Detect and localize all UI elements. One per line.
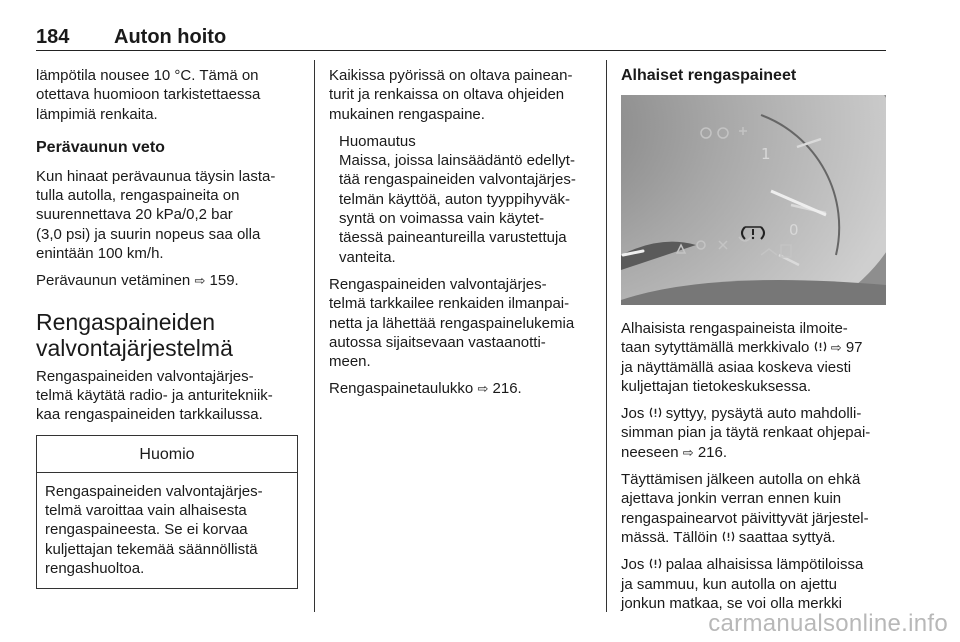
page-header [36,20,886,51]
page-reference-arrow-icon: ⇨ [194,273,206,289]
caution-title: Huomio [37,436,297,473]
intro-paragraph: lämpötila nousee 10 °C. Tämä on otettava huomioon tarkistettaessa lämpimiä renkaita. [36,67,261,123]
instrument-cluster-photo [621,95,886,305]
tpms-warning-icon [649,406,662,419]
heading-tpms: Rengaspaineiden valvontajärjestelmä [36,308,233,361]
tpms-warning-icon [814,340,827,353]
note-title: Huomautus [339,132,416,150]
after-inflating-paragraph: Täyttämisen jälkeen autolla on ehkä ajettava jonkin verran ennen kuin rengaspainearvot päivittyvät järjestel- mässä. Tällöin saattaa syttyä. [621,471,869,546]
tpms-warning-icon [649,557,662,570]
low-temperature-paragraph: Jos palaa alhaisissa lämpötiloissa ja sammuu, kun autolla on ajettu jonkun matkaa, se voi olla merkki [621,556,864,612]
caution-box [36,435,298,590]
column-middle [329,66,595,407]
stop-and-inflate-paragraph: Jos syttyy, pysäytä auto mahdolli- simman pian ja täytä renkaat ohjepai- neeseen ⇨ 216. [621,405,871,461]
sensor-paragraph: Kaikissa pyörissä on oltava painean- turit ja renkaissa on oltava ohjeiden mukainen rengaspaine. [329,67,573,123]
tpms-warning-icon [722,530,735,543]
warning-light-paragraph: Alhaisista rengaspaineista ilmoite- taan sytyttämällä merkkivalo ⇨ 97 ja näyttämällä asiaa koskeva viesti kuljettajan tietokeskuksessa. [621,320,863,395]
table-cross-reference[interactable]: Rengaspainetaulukko ⇨ 216. [329,380,522,398]
monitoring-paragraph: Rengaspaineiden valvontajärjes- telmä tarkkailee renkaiden ilmanpai- netta ja lähettää rengaspainelukemia autossa sijaitsevaan vastaanotti- meen. [329,275,575,371]
page-reference-arrow-icon: ⇨ [682,444,694,460]
caution-text: Rengaspaineiden valvontajärjes- telmä varoittaa vain alhaisesta rengaspaineesta. Se ei korvaa kuljettajan tekemää säännöllistä rengashuoltoa. [45,482,263,578]
heading-low-pressure: Alhaiset rengaspaineet [621,67,797,84]
trailer-paragraph: Kun hinaat perävaunua täysin lasta- tulla autolla, rengaspaineita on suurennettava 20 kPa/0,2 bar (3,0 psi) ja suurin nopeus saa olla enintään 100 km/h. [36,167,276,263]
page-number: 184 [36,26,70,48]
tpms-paragraph: Rengaspaineiden valvontajärjes- telmä käytätä radio- ja anturitekniik- kaa rengaspaineiden tarkkailussa. [36,367,273,424]
dial-number-one: 1 [761,145,771,163]
note-block: Huomautus Maissa, joissa lainsäädäntö edellyt- tää rengaspaineiden valvontajärjes- telmän käyttöä, auton tyyppihyväk- syntä on voimassa vain käytet- täessä paineantureilla varustettuja vanteita. [339,132,595,267]
heading-trailer: Perävaunun veto [36,138,165,156]
column-left [36,66,298,589]
column-right [621,66,889,621]
instrument-cluster-illustration [621,95,886,305]
page-reference-arrow-icon: ⇨ [830,340,842,356]
page-reference-arrow-icon: ⇨ [477,381,489,397]
column-divider [606,60,607,612]
dial-number-zero: 0 [789,221,799,239]
column-divider [314,60,315,612]
page-title: Auton hoito [114,26,227,48]
trailer-cross-reference[interactable]: Perävaunun vetäminen ⇨ 159. [36,272,239,290]
watermark: carmanualsonline.info [708,610,948,637]
